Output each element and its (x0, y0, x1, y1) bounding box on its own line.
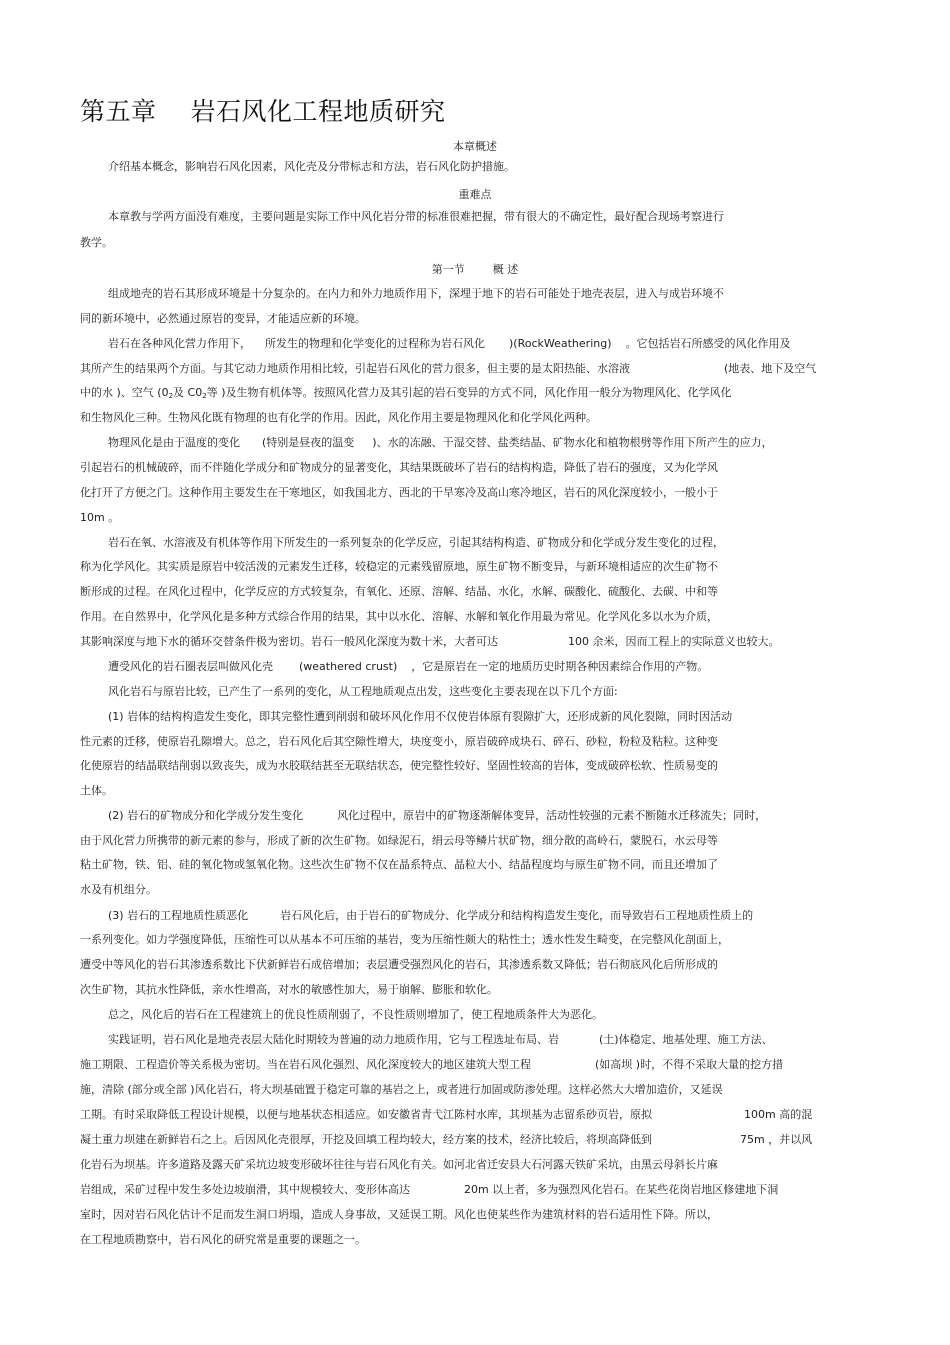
paragraph-line: 施，清除 (部分或全部 )风化岩石，将大坝基础置于稳定可靠的基岩之上，或者进行加固或防渗处理。这样必然大大增加造价，又延误 (80, 1083, 723, 1096)
paragraph-line: 其影响深度与地下水的循环交替条件极为密切。岩石一般风化深度为数十米，大者可达 100 余米，因而工程上的实际意义也较大。 (80, 635, 780, 648)
paragraph-line: 和生物风化三种。生物风化既有物理的也有化学的作用。因此，风化作用主要是物理风化和化学风化两种。 (80, 411, 597, 424)
paragraph-line: 风化岩石与原岩比较，已产生了一系列的变化，从工程地质观点出发，这些变化主要表现在以下几个方面: (108, 685, 618, 698)
paragraph-line: (2) 岩石的矿物成分和化学成分发生变化 风化过程中，原岩中的矿物逐渐解体变异，活动性较强的元素不断随水迁移流失；同时， (108, 809, 767, 822)
paragraph-line: 组成地壳的岩石其形成环境是十分复杂的。在内力和外力地质作用下，深埋于地下的岩石可能处于地壳表层，进入与成岩环境不 (108, 287, 724, 300)
paragraph-line: 总之，风化后的岩石在工程建筑上的优良性质削弱了，不良性质则增加了，使工程地质条件大为恶化。 (108, 1008, 603, 1021)
paragraph-line: (3) 岩石的工程地质性质恶化 岩石风化后，由于岩石的矿物成分、化学成分和结构构造发生变化，而导致岩石工程地质性质上的 (108, 909, 754, 922)
overview-text: 介绍基本概念，影响岩石风化因素，风化壳及分带标志和方法，岩石风化防护措施。 (108, 160, 515, 173)
paragraph-line: 遭受风化的岩石圈表层叫做风化壳 (weathered crust) ，它是原岩在一定的地质历史时期各种因素综合作用的产物。 (108, 660, 709, 673)
paragraph-line: 同的新环境中，必然通过原岩的变异，才能适应新的环境。 (80, 312, 366, 325)
paragraph-line: 断形成的过程。在风化过程中，化学反应的方式较复杂，有氧化、还原、溶解、结晶、水化，水解、碳酸化、硫酸化、去碳、中和等 (80, 585, 718, 598)
paragraph-line: 实践证明，岩石风化是地壳表层大陆化时期较为普遍的动力地质作用，它与工程选址布局、岩 (土)体稳定、地基处理、施工方法、 (108, 1033, 773, 1046)
paragraph-line: 粘土矿物，铁、铝、硅的氧化物或氢氧化物。这些次生矿物不仅在晶系特点、晶粒大小、结晶程度均与原生矿物不同，而且还增加了 (80, 858, 718, 871)
paragraph-line: 工期。有时采取降低工程设计规模，以便与地基状态相适应。如安徽省青弋江陈村水库，其坝基为志留系砂页岩，原拟 100m 高的混 (80, 1108, 813, 1121)
chapter-name: 岩石风化工程地质研究 (190, 97, 446, 126)
paragraph-line: 在工程地质勘察中，岩石风化的研究常是重要的课题之一。 (80, 1233, 366, 1246)
paragraph-line: 一系列变化。如力学强度降低，压缩性可以从基本不可压缩的基岩，变为压缩性颇大的粘性土；透水性发生畸变，在完整风化剖面上， (80, 933, 729, 946)
key-points-line: 教学。 (80, 236, 113, 249)
chapter-title (80, 92, 446, 128)
section-title: 概 述 (492, 263, 519, 276)
paragraph-line: 物理风化是由于温度的变化 (特别是昼夜的温变 )、水的冻融、干湿交替、盐类结晶、矿物水化和植物根劈等作用下所产生的应力， (108, 436, 773, 449)
paragraph-line: 土体。 (80, 784, 113, 797)
paragraph-line: 岩组成，采矿过程中发生多处边坡崩滑，其中规模较大、变形体高达 20m 以上者，多为强烈风化岩石。在某些花岗岩地区修建地下洞 (80, 1183, 779, 1196)
paragraph-line: 引起岩石的机械破碎，而不伴随化学成分和矿物成分的显著变化，其结果既破坏了岩石的结构构造，降低了岩石的强度，又为化学风 (80, 461, 718, 474)
paragraph-line: 作用。在自然界中，化学风化是多种方式综合作用的结果，其中以水化、溶解、水解和氧化作用最为常见。化学风化多以水为介质， (80, 610, 718, 623)
paragraph-line: 10m 。 (80, 511, 120, 524)
paragraph-line: 化使原岩的结晶联结削弱以致丧失，成为水胶联结甚至无联结状态，使完整性较好、坚固性较高的岩体，变成破碎松软、性质易变的 (80, 759, 718, 772)
paragraph-line: 室时，因对岩石风化估计不足而发生洞口坍塌，造成人身事故，又延误工期。风化也使某些作为建筑材料的岩石适用性下降。所以， (80, 1208, 718, 1221)
paragraph-line: 化打开了方便之门。这种作用主要发生在干寒地区，如我国北方、西北的干旱寒冷及高山寒冷地区，岩石的风化深度较小，一般小于 (80, 486, 718, 499)
paragraph-line: 施工期限、工程造价等关系极为密切。当在岩石风化强烈、风化深度较大的地区建筑大型工程 (如高坝 )时，不得不采取大量的挖方措 (80, 1058, 784, 1071)
paragraph-line: 称为化学风化。其实质是原岩中较活泼的元素发生迁移，较稳定的元素残留原地，原生矿物不断变异，与新环境相适应的次生矿物不 (80, 560, 718, 573)
paragraph-line: 遭受中等风化的岩石其渗透系数比下伏新鲜岩石成倍增加；表层遭受强烈风化的岩石，其渗透系数又降低；岩石彻底风化后所形成的 (80, 958, 718, 971)
paragraph-line: 性元素的迁移，使原岩孔隙增大。总之，岩石风化后其空隙性增大，块度变小，原岩破碎成块石、碎石、砂粒，粉粒及粘粒。这种变 (80, 735, 718, 748)
section-heading (0, 261, 950, 277)
section-number: 第一节 (431, 263, 465, 276)
paragraph-line: (1) 岩体的结构构造发生变化，即其完整性遭到削弱和破坏风化作用不仅使岩体原有裂隙扩大，还形成新的风化裂隙，同时因活动 (108, 710, 733, 723)
paragraph-line: 水及有机组分。 (80, 883, 157, 896)
paragraph-line: 岩石在各种风化营力作用下， 所发生的物理和化学变化的过程称为岩石风化 )(RockWeathering) 。它包括岩石所感受的风化作用及 (108, 337, 791, 350)
paragraph-line: 化岩石为坝基。许多道路及露天矿采坑边坡变形破坏往往与岩石风化有关。如河北省迁安县大石河露天铁矿采坑，由黑云母斜长片麻 (80, 1158, 718, 1171)
key-points-line: 本章教与学两方面没有难度，主要问题是实际工作中风化岩分带的标准很难把握，带有很大的不确定性，最好配合现场考察进行 (108, 210, 724, 223)
paragraph-line: 次生矿物，其抗水性降低，亲水性增高，对水的敏感性加大，易于崩解、膨胀和软化。 (80, 983, 498, 996)
key-points-heading: 重难点 (458, 188, 492, 201)
paragraph-line: 由于风化营力所携带的新元素的参与，形成了新的次生矿物。如绿泥石，绢云母等鳞片状矿物，细分散的高岭石，蒙脱石，水云母等 (80, 834, 718, 847)
overview-heading: 本章概述 (453, 140, 497, 153)
paragraph-line: 中的水 )、空气 ($0_2$及 $C0_2$等 )及生物有机体等。按照风化营力及其引起的岩石变异的方式不同，风化作用一般分为物理风化、化学风化 (80, 386, 732, 400)
paragraph-line: 岩石在氧、水溶液及有机体等作用下所发生的一系列复杂的化学反应，引起其结构构造、矿物成分和化学成分发生变化的过程， (108, 536, 724, 549)
paragraph-line: 其所产生的结果两个方面。与其它动力地质作用相比较，引起岩石风化的营力很多，但主要的是太阳热能、水溶液 (地表、地下及空气 (80, 362, 817, 375)
chapter-number: 第五章 (80, 97, 157, 126)
paragraph-line: 凝土重力坝建在新鲜岩石之上。后因风化壳很厚，开挖及回填工程均较大，经方案的技术，经济比较后，将坝高降低到 75m ，并以风 (80, 1133, 813, 1146)
